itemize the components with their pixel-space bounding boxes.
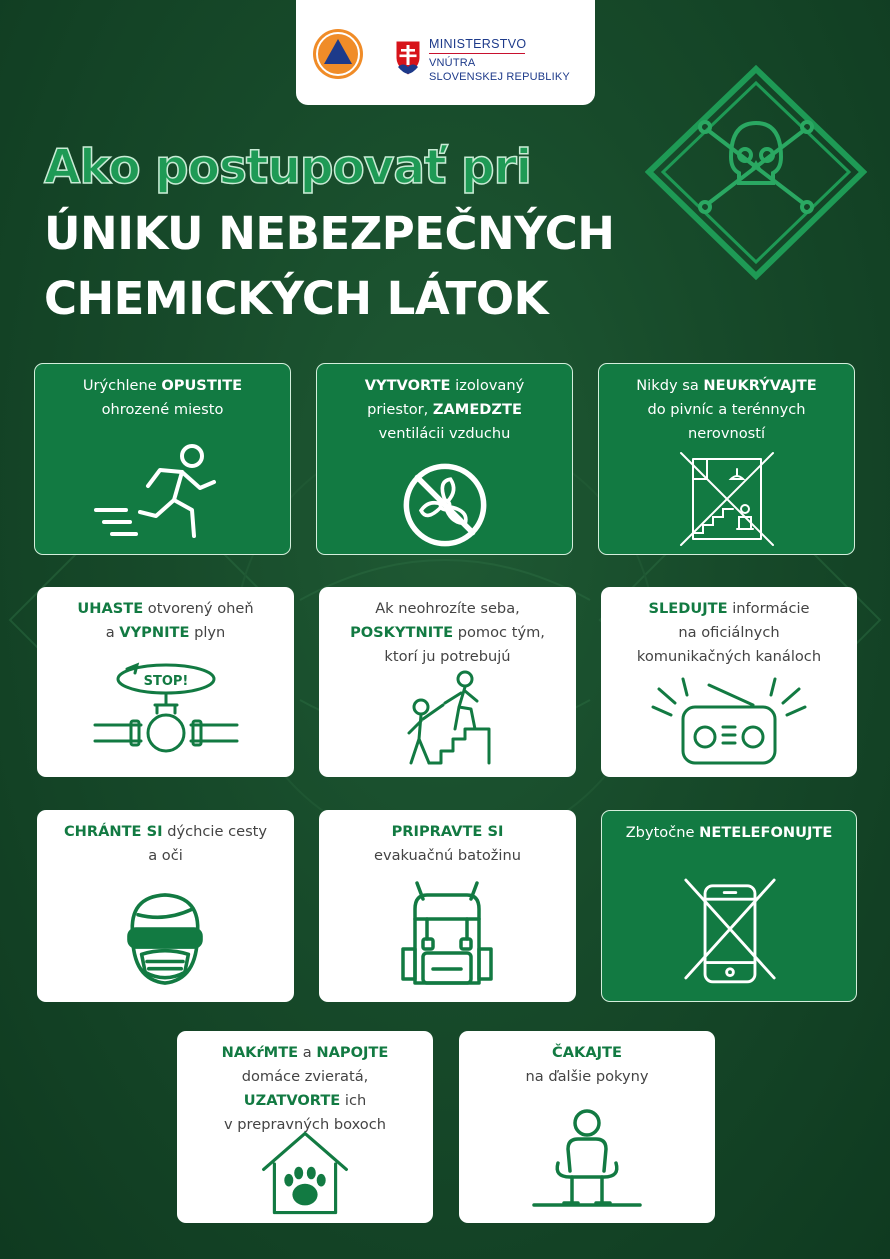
stop-label: STOP! [143,674,189,689]
toxic-skull-hazard-icon [645,65,867,280]
card-prepare-bag [319,810,576,1002]
card-text-regular: na ďalšie pokyny [525,1068,649,1085]
card-text-bold: OPUSTITE [161,377,243,394]
card-protect-airways [37,810,294,1002]
card-text-regular: ventilácii vzduchu [378,425,511,442]
ministry-divider [429,53,525,54]
card-text-bold: UHASTE [77,600,144,617]
card-text-line [323,374,566,398]
card-text-regular: komunikačných kanáloch [636,648,822,665]
waiting-person-icon [532,1103,642,1211]
pet-house-icon [260,1127,350,1219]
card-text-line [41,374,284,398]
card-text-line [323,422,566,446]
card-text [605,374,848,446]
card-text [325,597,570,669]
card-text-bold: SLEDUJTE [648,600,728,617]
header-logo-box [296,0,595,105]
card-text-regular: domáce zvieratá, [241,1068,369,1085]
card-text-line [323,398,566,422]
card-no-calling [601,810,857,1002]
radio-icon [649,677,809,767]
no-ventilation-fan-icon [395,459,495,551]
ministry-line-3: SLOVENSKEJ REPUBLIKY [429,71,570,83]
card-text-line [607,597,851,621]
ministry-line-1: MINISTERSTVO [429,37,527,51]
card-text-regular: Nikdy sa [636,377,704,394]
card-extinguish-fire [37,587,294,777]
card-text [465,1041,709,1089]
card-text-line [183,1065,427,1089]
ministry-name [429,37,570,84]
card-text-regular: Urýchlene [82,377,162,394]
card-text [43,597,288,645]
card-text-line [43,820,288,844]
card-isolate-room [316,363,573,555]
card-text-regular: do pivníc a terénnych [647,401,806,418]
card-text-bold: VYPNITE [119,624,190,641]
card-text-regular: a [105,624,120,641]
card-text-line [325,645,570,669]
card-text-bold: PRIPRAVTE SI [391,823,504,840]
title-line-1: Ako postupovať pri [44,140,531,195]
card-text-line [183,1041,427,1065]
card-text-line [465,1041,709,1065]
card-text-regular: nerovností [687,425,766,442]
card-text-regular: na oficiálnych [678,624,780,641]
title-line-3: CHEMICKÝCH LÁTOK [44,272,549,325]
card-leave-area [34,363,291,555]
no-basement-icon [677,449,777,549]
card-provide-help [319,587,576,777]
civil-protection-logo-icon [312,28,364,80]
card-text-line [183,1089,427,1113]
face-mask-goggles-icon [120,883,210,995]
card-text-regular: plyn [189,624,226,641]
card-text-line [325,621,570,645]
card-text-bold: UZATVORTE [243,1092,341,1109]
card-text-line [325,820,570,844]
card-text-regular: evakuačnú batožinu [374,847,521,864]
card-text-bold: CHRÁNTE SI [63,823,163,840]
card-text-line [43,844,288,868]
slovak-coat-of-arms-icon [395,40,421,76]
card-text-line [607,645,851,669]
card-text [325,820,570,868]
card-text-regular: v prepravných boxoch [224,1116,386,1133]
card-text [607,597,851,669]
card-wait [459,1031,715,1223]
card-feed-animals [177,1031,433,1223]
card-text [608,821,850,845]
title-line-2: ÚNIKU NEBEZPEČNÝCH [44,207,615,260]
card-text [323,374,566,446]
card-text-regular: dýchcie cesty [162,823,268,840]
card-text-line [605,374,848,398]
ministry-line-2: VNÚTRA [429,57,476,69]
card-text-regular: priestor, [367,401,433,418]
card-text-regular: informácie [727,600,810,617]
card-text-regular: pomoc tým, [453,624,545,641]
card-text-regular: izolovaný [450,377,525,394]
card-text-line [41,398,284,422]
card-text-line [465,1065,709,1089]
card-text [43,820,288,868]
card-text-bold: NAKŕMTE [221,1044,299,1061]
card-text [183,1041,427,1137]
gas-valve-stop-icon [91,659,241,759]
card-text [41,374,284,422]
card-text-line [607,621,851,645]
card-text-regular: Zbytočne [625,824,700,841]
backpack-icon [397,878,497,990]
card-text-regular: a oči [148,847,183,864]
card-text-line [608,821,850,845]
card-text-bold: ZAMEDZTE [432,401,522,418]
card-text-regular: ktorí ju potrebujú [384,648,511,665]
card-follow-info [601,587,857,777]
card-text-bold: VYTVORTE [364,377,451,394]
card-text-line [325,844,570,868]
card-text-regular: Ak neohrozíte seba, [375,600,520,617]
card-text-regular: a [298,1044,317,1061]
card-text-line [605,398,848,422]
card-no-basement [598,363,855,555]
card-text-bold: NETELEFONUJTE [699,824,833,841]
running-person-icon [90,442,230,542]
card-text-regular: otvorený oheň [143,600,254,617]
card-text-regular: ohrozené miesto [101,401,224,418]
helping-hand-icon [399,667,499,767]
card-text-bold: ČAKAJTE [552,1044,622,1061]
card-text-regular: ich [340,1092,367,1109]
card-text-bold: NEUKRÝVAJTE [703,377,817,394]
card-text-line [325,597,570,621]
no-phone-icon [682,869,778,989]
card-text-line [605,422,848,446]
card-text-line [43,597,288,621]
card-text-bold: NAPOJTE [316,1044,389,1061]
card-text-line [43,621,288,645]
card-text-bold: POSKYTNITE [350,624,454,641]
